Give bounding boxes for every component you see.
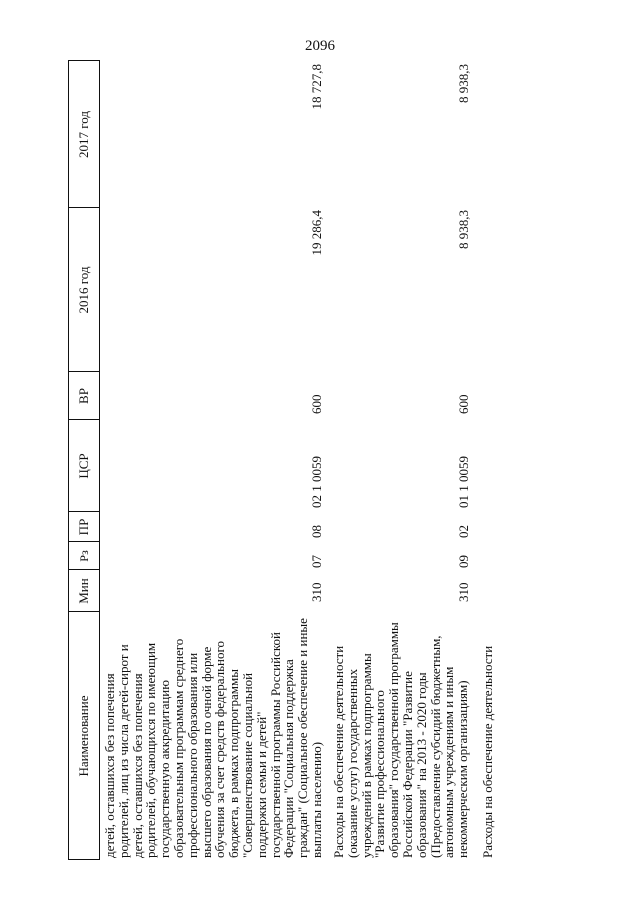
- header-min: Мин: [76, 578, 91, 604]
- row-2-min: 310: [456, 582, 471, 602]
- header-pr: ПР: [76, 518, 91, 536]
- row-1-2016: 19 286,4: [309, 210, 324, 256]
- row-2-2016: 8 938,3: [456, 210, 471, 249]
- row-1-2017: 18 727,8: [309, 64, 324, 110]
- header-name: Наименование: [76, 695, 91, 777]
- row-2-vr: 600: [456, 394, 471, 414]
- row-3-name: Расходы на обеспечение деятельности: [480, 645, 495, 858]
- row-2-name: Расходы на обеспечение деятельности (оказание услуг) государственных учреждений в рамках подпрограммы "Развитие профессионального образования" государственной программы Российской Федерации "Развитие образования" на 2013 - 2020 годы (Предоставление субсидий бюджетным, автономным учреждениям и иным некоммерческим организациям): [331, 622, 471, 858]
- row-1-pr: 08: [309, 525, 324, 538]
- page-number: 2096: [305, 38, 335, 54]
- header-2016: 2016 год: [76, 266, 91, 314]
- rotated-budget-table: [68, 60, 588, 860]
- header-2017: 2017 год: [76, 111, 91, 158]
- row-1-name: детей, оставшихся без попечения родителей, лиц из числа детей-сирот и детей, оставшихся без попечения родителей, обучающихся по имеющим государственную аккредитацию образовательным программам среднего профессионального образования или высшего образования по очной форме обучения за счет средств федерального бюджета, в рамках подпрограммы "Совершенствование социальной поддержки семьи и детей" государственной программы Российской Федерации "Социальная поддержка граждан" (Социальное обеспечение и иные выплаты населению): [102, 618, 324, 858]
- row-1-min: 310: [309, 582, 324, 602]
- budget-table: [68, 60, 588, 860]
- row-2-csr: 01 1 0059: [456, 456, 471, 508]
- header-vr: ВР: [76, 388, 91, 404]
- header-rz: Рз: [77, 550, 91, 562]
- row-1-rz: 07: [309, 555, 324, 568]
- row-2-rz: 09: [456, 555, 471, 568]
- row-1-vr: 600: [309, 394, 324, 414]
- row-2-pr: 02: [456, 525, 471, 538]
- row-2-2017: 8 938,3: [456, 64, 471, 103]
- row-1-csr: 02 1 0059: [309, 456, 324, 508]
- header-csr: ЦСР: [76, 453, 91, 479]
